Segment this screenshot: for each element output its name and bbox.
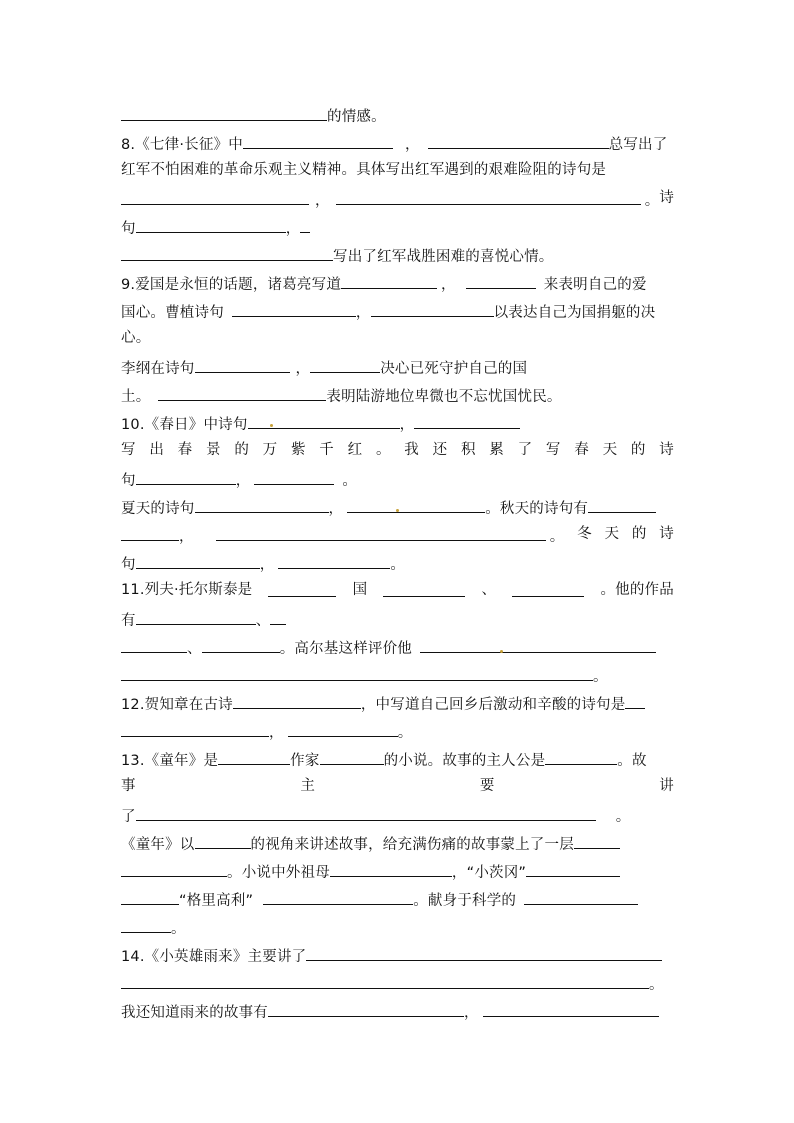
line-23: ， 。 (121, 720, 412, 743)
blank[interactable] (288, 720, 398, 737)
blank[interactable] (121, 720, 269, 737)
blank[interactable] (306, 944, 662, 961)
blank[interactable] (512, 580, 584, 597)
blank[interactable] (121, 860, 227, 877)
blank[interactable] (121, 104, 327, 121)
blank[interactable] (278, 552, 390, 569)
blank[interactable] (158, 384, 326, 401)
blank[interactable] (202, 636, 280, 653)
blank[interactable] (218, 748, 290, 765)
blank[interactable] (371, 300, 494, 317)
line-30: 。 (121, 916, 186, 939)
blank[interactable] (121, 972, 649, 989)
line-6: 写出了红军战胜困难的喜悦心情。 (121, 244, 554, 267)
blank[interactable] (216, 524, 546, 541)
line-21: 。 (121, 664, 608, 687)
blank[interactable] (420, 636, 656, 653)
question-10: 10.《春日》中诗句 ， (121, 412, 520, 435)
blank[interactable] (121, 636, 187, 653)
line-26: 了 。 (121, 804, 630, 827)
blank[interactable] (336, 188, 641, 205)
question-13: 13.《童年》是 作家 的小说。故事的主人公是 。故 (121, 748, 647, 771)
blank[interactable] (524, 888, 638, 905)
blank[interactable] (383, 580, 465, 597)
line-19: 有 、 (121, 608, 286, 631)
blank[interactable] (233, 692, 361, 709)
line-28: 。小说中外祖母 ，“小茨冈” (121, 860, 620, 883)
blank[interactable] (232, 300, 356, 317)
line-10: 李纲在诗句 ， 决心已死守护自己的国 (121, 356, 527, 379)
line-11: 土。 表明陆游地位卑微也不忘忧国忧民。 (121, 384, 562, 407)
blank[interactable] (526, 860, 620, 877)
blank[interactable] (428, 132, 609, 149)
blank[interactable] (195, 832, 251, 849)
blank[interactable] (136, 468, 236, 485)
blank[interactable] (466, 272, 536, 289)
blank[interactable] (263, 888, 413, 905)
blank[interactable] (121, 916, 171, 933)
question-11: 11.列夫·托尔斯泰是 国 、 。他的作品 (121, 582, 674, 598)
blank[interactable] (320, 748, 384, 765)
blank[interactable] (268, 580, 336, 597)
blank[interactable] (121, 524, 179, 541)
blank[interactable] (588, 496, 656, 513)
line-13: 写 出 春 景 的 万 紫 千 红 。 我 还 积 累 了 写 春 天 的 诗 (121, 442, 674, 458)
line-32: 。 (121, 972, 664, 995)
line-14: 句 ， 。 (121, 468, 357, 491)
line-16: ， 。 冬 天 的 诗 (121, 524, 674, 547)
line-17: 句 ， 。 (121, 552, 405, 575)
blank[interactable] (414, 412, 520, 429)
blank[interactable] (341, 272, 437, 289)
line-3: 红军不怕困难的革命乐观主义精神。具体写出红军遇到的艰难险阻的诗句是 (121, 162, 607, 178)
question-12: 12.贺知章在古诗 ，中写道自己回乡后激动和辛酸的诗句是 (121, 692, 645, 715)
blank[interactable] (254, 468, 334, 485)
blank[interactable] (136, 552, 260, 569)
blank[interactable] (483, 1000, 659, 1017)
blank[interactable] (136, 216, 286, 233)
blank[interactable] (310, 356, 380, 373)
line-20: 、 。高尔基这样评价他 (121, 636, 656, 659)
blank[interactable] (121, 244, 333, 261)
blank[interactable] (121, 188, 309, 205)
line-1: 的情感。 (121, 104, 386, 127)
blank[interactable] (136, 804, 596, 821)
blank[interactable] (268, 1000, 464, 1017)
line-25: 事 主 要 讲 (121, 778, 674, 794)
question-9: 9.爱国是永恒的话题，诸葛亮写道 ， 来表明自己的爱 (121, 272, 647, 295)
blank[interactable] (347, 496, 485, 513)
blank[interactable] (574, 832, 620, 849)
blank[interactable] (300, 216, 310, 233)
question-8: 8.《七律·长征》中 ， 总写出了 (121, 132, 667, 155)
line-5: 句 ， (121, 216, 310, 239)
blank[interactable] (330, 860, 452, 877)
blank[interactable] (195, 356, 290, 373)
blank[interactable] (121, 664, 593, 681)
line-29: “格里高利” 。献身于科学的 (121, 888, 638, 911)
blank[interactable] (545, 748, 617, 765)
line-27: 《童年》以 的视角来讲述故事，给充满伤痛的故事蒙上了一层 (121, 832, 620, 855)
blank[interactable] (195, 496, 329, 513)
question-14: 14.《小英雄雨来》主要讲了 (121, 944, 662, 967)
line-15: 夏天的诗句 ， 。秋天的诗句有 (121, 496, 656, 519)
blank[interactable] (270, 608, 286, 625)
line-8: 国心。曹植诗句 ， 以表达自己为国捐躯的决 (121, 300, 655, 323)
blank[interactable] (625, 692, 645, 709)
blank[interactable] (136, 608, 256, 625)
blank[interactable] (121, 888, 179, 905)
line-9: 心。 (121, 330, 151, 346)
line-33: 我还知道雨来的故事有 ， (121, 1000, 659, 1023)
line-4: ， 。 诗 (121, 188, 674, 211)
blank[interactable] (243, 132, 393, 149)
